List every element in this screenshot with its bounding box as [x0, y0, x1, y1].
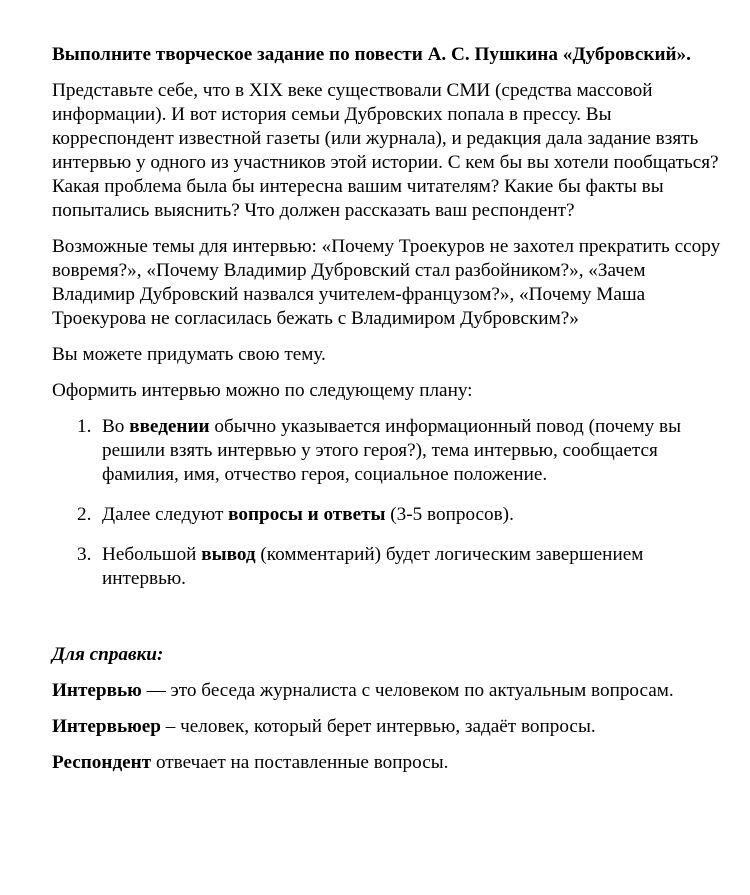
plan-item-text-after: обычно указывается информационный повод (почему вы решили взять интервью у этого героя?), тема интервью, сообщается фамилия, имя, отчество героя, социальное положение.	[102, 416, 681, 485]
document-title: Выполните творческое задание по повести А. С. Пушкина «Дубровский».	[52, 44, 691, 65]
intro-paragraph: Представьте себе, что в XIX веке существовали СМИ (средства массовой информации). И вот история семьи Дубровских попала в прессу. Вы корреспондент известной газеты (или журнала), и редакция дала задание взять интервью у одного из участников этой истории. С кем бы вы хотели пообщаться? Какая проблема была бы интересна вашим читателям? Какие бы факты вы попытались выяснить? Что должен рассказать ваш респондент?	[52, 80, 719, 221]
reference-definition: — это беседа журналиста с человеком по актуальным вопросам.	[141, 680, 674, 701]
plan-item-conclusion	[52, 543, 722, 591]
plan-item-text-before: Далее следуют	[102, 504, 229, 525]
reference-heading: Для справки:	[52, 644, 164, 665]
plan-intro-paragraph: Оформить интервью можно по следующему плану:	[52, 380, 473, 401]
reference-definition: – человек, который берет интервью, задаёт вопросы.	[160, 716, 596, 737]
plan-item-text-after: (3-5 вопросов).	[385, 504, 514, 525]
reference-term: Интервьюер	[52, 716, 161, 737]
reference-definition: отвечает на поставленные вопросы.	[151, 752, 449, 773]
plan-item-keyword: вопросы и ответы	[228, 504, 386, 525]
reference-item-interview	[52, 679, 722, 703]
plan-item-questions	[52, 503, 722, 527]
plan-item-number: 1.	[77, 416, 92, 437]
plan-item-text-after: (комментарий) будет логическим завершением интервью.	[102, 544, 644, 589]
reference-item-respondent	[52, 751, 722, 775]
plan-item-intro	[52, 415, 722, 487]
plan-item-number: 2.	[77, 504, 92, 525]
plan-item-keyword: введении	[129, 416, 210, 437]
reference-item-interviewer	[52, 715, 722, 739]
plan-item-keyword: вывод	[201, 544, 256, 565]
own-theme-paragraph: Вы можете придумать свою тему.	[52, 344, 326, 365]
plan-item-text-before: Во	[102, 416, 130, 437]
section-spacer	[52, 607, 722, 643]
document-page	[52, 43, 722, 787]
plan-item-text-before: Небольшой	[102, 544, 202, 565]
plan-item-number: 3.	[77, 544, 92, 565]
plan-list	[52, 415, 722, 591]
reference-term: Интервью	[52, 680, 142, 701]
reference-term: Респондент	[52, 752, 152, 773]
themes-paragraph: Возможные темы для интервью: «Почему Троекуров не захотел прекратить ссору вовремя?», «Почему Владимир Дубровский стал разбойником?», «Зачем Владимир Дубровский назвался учителем-французом?», «Почему Маша Троекурова не согласилась бежать с Владимиром Дубровским?»	[52, 236, 721, 329]
